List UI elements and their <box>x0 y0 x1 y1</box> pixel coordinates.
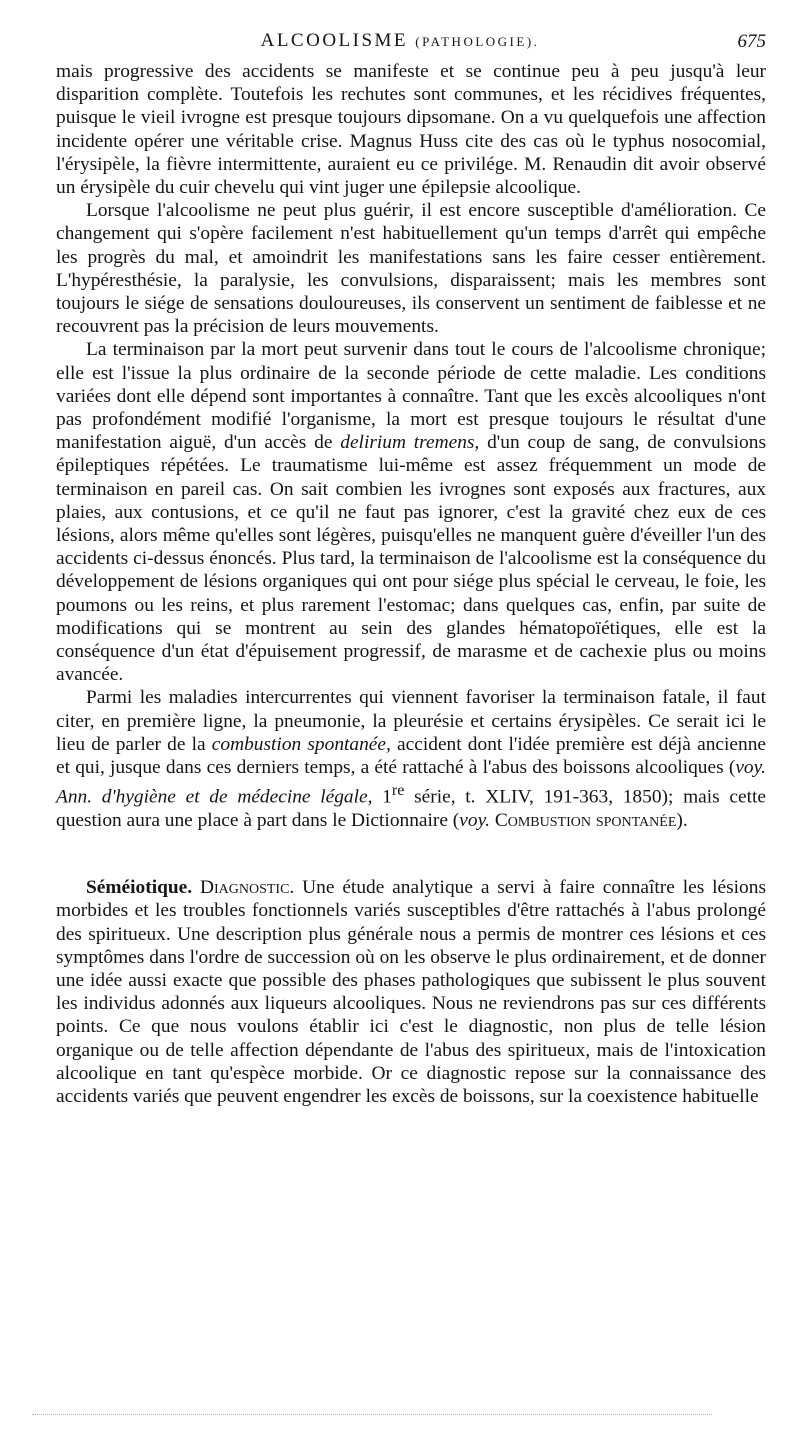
paragraph-4-italic-3: voy. <box>459 809 490 831</box>
cross-reference: Combustion spontanée <box>494 809 677 831</box>
series-number: 1 <box>382 786 392 808</box>
footer-rule <box>32 1414 712 1415</box>
section-rubric: Séméiotique. <box>86 877 193 899</box>
paragraph-3-text-a: La terminaison par la mort peut survenir dans tout le cours de l'alcoolisme chronique; elle est l'issue la plus ordinaire de la seconde période de cette maladie. Les conditions variées dont elle dépend sont importantes à connaître. Tant que les excès alcooliques n'ont pas profondément modifié l'organisme, la mort est presque toujours le résultat d'une manifestation aiguë, d'un accès de <box>56 339 766 454</box>
paragraph-1: mais progressive des accidents se manifeste et se continue peu à peu jusqu'à leur disparition complète. Toutefois les rechutes sont communes, et les récidives fréquentes, puisque le vieil ivrogne est presque toujours dipsomane. On a vu quelquefois une affection incidente opérer une véritable crise. Magnus Huss cite des cas où le typhus nosocomial, l'érysipèle, la fièvre intermittente, auraient eu ce privilége. M. Renaudin dit avoir observé un érysipèle du cuir chevelu qui vint juger une épilepsie alcoolique. <box>56 61 766 199</box>
paragraph-4-text-c: série, t. XLIV, 191-363, 1850); mais cette question aura une place à part dans le Dictionnaire ( <box>56 786 766 831</box>
paragraph-4-italic-2: voy. Ann. d'hygiène et de médecine légale, <box>56 757 766 808</box>
paragraph-2: Lorsque l'alcoolisme ne peut plus guérir, il est encore susceptible d'amélioration. Ce changement qui s'opère facilement n'est habituellement qu'un temps d'arrêt qui empêche les progrès du mal, et amoindrit les manifestations sans les faire cesser entièrement. L'hypéresthésie, la paralysie, les convulsions, disparaissent; mais les membres sont toujours le siége de sensations douloureuses, ils conservent un sentiment de faiblesse et ne recouvrent pas la précision de leurs mouvements. <box>56 200 766 338</box>
page-body <box>56 60 766 1108</box>
page-number: 675 <box>737 31 766 52</box>
paragraph-3-text-b: d'un coup de sang, de convulsions épileptiques répétées. Le traumatisme lui-même est assez fréquemment un mode de terminaison en pareil cas. On sait combien les ivrognes sont exposés aux fractures, aux plaies, aux contusions, et ce qu'il ne faut pas ignorer, c'est la gravité chez eux de ces lésions, alors même qu'elles sont légères, puisqu'elles ne manquent guère d'éveiller l'un des accidents ci-dessus énoncés. Plus tard, la terminaison de l'alcoolisme est la conséquence du développement de lésions organiques qui ont pour siége plus spécial le cerveau, le foie, les poumons ou les reins, et plus rarement l'estomac; dans quelques cas, enfin, par suite de modifications qui se montrent au sein des glandes hématopoïétiques, elle est la conséquence d'un état d'épuisement progressif, de marasme et de cachexie plus ou moins avancée. <box>56 432 766 686</box>
paragraph-4-italic-1: combustion spontanée, <box>211 733 391 755</box>
paragraph-5 <box>56 876 766 1108</box>
section-subheading: Diagnostic. <box>199 877 295 899</box>
paragraph-4 <box>56 686 766 832</box>
paragraph-3-italic: delirium tremens, <box>340 432 480 454</box>
paragraph-4-text-a: Parmi les maladies intercurrentes qui viennent favoriser la terminaison fatale, il faut citer, en première ligne, la pneumonie, la pleurésie et certains érysipèles. Ce serait ici le lieu de parler de la <box>56 687 766 755</box>
paragraph-5-text: Une étude analytique a servi à faire connaître les lésions morbides et les troubles fonctionnels variés susceptibles d'être rattachés à l'abus prolongé des spiritueux. Une description plus générale nous a permis de montrer ces lésions et ces symptômes dans l'ordre de succession où on les observe le plus ordinairement, et de donner une idée aussi exacte que possible des phases pathologiques que subissent le plus souvent les individus adonnés aux liqueurs alcooliques. Nous ne reviendrons pas sur ces différents points. Ce que nous voulons établir ici c'est le diagnostic, non plus de telle lésion organique ou de telle affection dépendante de l'abus des spiritueux, mais de l'intoxication alcoolique en tant qu'espèce morbide. Or ce diagnostic repose sur la connaissance des accidents variés que peuvent engendrer les excès de boissons, sur la coexistence habituelle <box>56 877 766 1107</box>
paragraph-4-text-d: ). <box>676 809 688 831</box>
paragraph-3 <box>56 338 766 686</box>
running-header <box>0 28 800 62</box>
header-subtitle: (PATHOLOGIE). <box>415 34 540 49</box>
header-title: ALCOOLISME <box>260 30 409 51</box>
running-title <box>0 30 800 52</box>
series-superscript: re <box>391 782 405 800</box>
paragraph-4-text-b: accident dont l'idée première est déjà ancienne et qui, jusque dans ces derniers temps, a été rattaché à l'abus des boissons alcooliques ( <box>56 733 766 779</box>
section-gap <box>56 832 766 876</box>
